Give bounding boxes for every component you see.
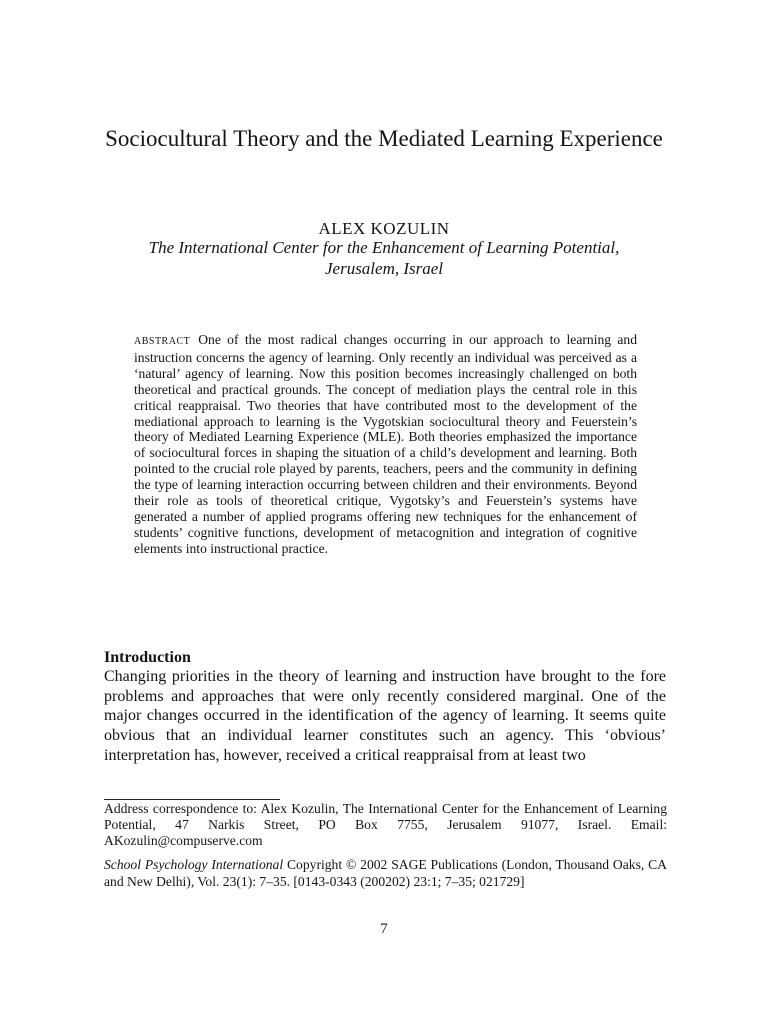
copyright-text: Copyright © 2002 SAGE Publications (London, Thousand Oaks, CA and New Delhi), Vol. 23(1): 7–35. [0143-0343 (200202) 23:1; 7–35; 021729] xyxy=(104,857,667,889)
page-number: 7 xyxy=(380,921,388,937)
abstract-label: ABSTRACT xyxy=(134,336,191,347)
author-name: ALEX KOZULIN xyxy=(318,219,450,238)
introduction-paragraph: Changing priorities in the theory of learning and instruction have brought to the fore problems and approaches that were only recently considered marginal. One of the major changes occurred in the identification of the agency of learning. It seems quite obvious that an individual learner constitutes such an agency. This ‘obvious’ interpretation has, however, received a critical reappraisal from at least two xyxy=(104,668,666,764)
article-title: Sociocultural Theory and the Mediated Learning Experience xyxy=(105,126,663,151)
author-affiliation: The International Center for the Enhancement of Learning Potential, Jerusalem, Israel xyxy=(148,238,620,278)
abstract-paragraph xyxy=(134,332,637,557)
abstract-text: One of the most radical changes occurring in our approach to learning and instruction concerns the agency of learning. Only recently an individual was perceived as a ‘natural’ agency of learning. Now this position becomes increasingly challenged on both theoretical and practical grounds. The concept of mediation plays the central role in this critical reappraisal. Two theories that have contributed most to the development of the mediational approach to learning is the Vygotskian sociocultural theory and Feuerstein’s theory of Mediated Learning Experience (MLE). Both theories emphasized the importance of sociocultural forces in shaping the situation of a child’s development and learning. Both pointed to the crucial role played by parents, teachers, peers and the community in defining the type of learning interaction occurring between children and their environments. Beyond their role as tools of theoretical critique, Vygotsky’s and Feuerstein’s systems have generated a number of applied programs offering new techniques for the enhancement of students’ cognitive functions, development of metacognition and integration of cognitive elements into instructional practice. xyxy=(134,332,637,556)
correspondence-footnote: Address correspondence to: Alex Kozulin, The International Center for the Enhancement of Learning Potential, 47 Narkis Street, PO Box 7755, Jerusalem 91077, Israel. Email: AKozulin@compuserve.com xyxy=(104,801,667,848)
journal-name: School Psychology International xyxy=(104,857,284,872)
copyright-notice xyxy=(104,857,667,890)
introduction-heading: Introduction xyxy=(104,649,191,666)
footnote-divider xyxy=(104,799,280,800)
